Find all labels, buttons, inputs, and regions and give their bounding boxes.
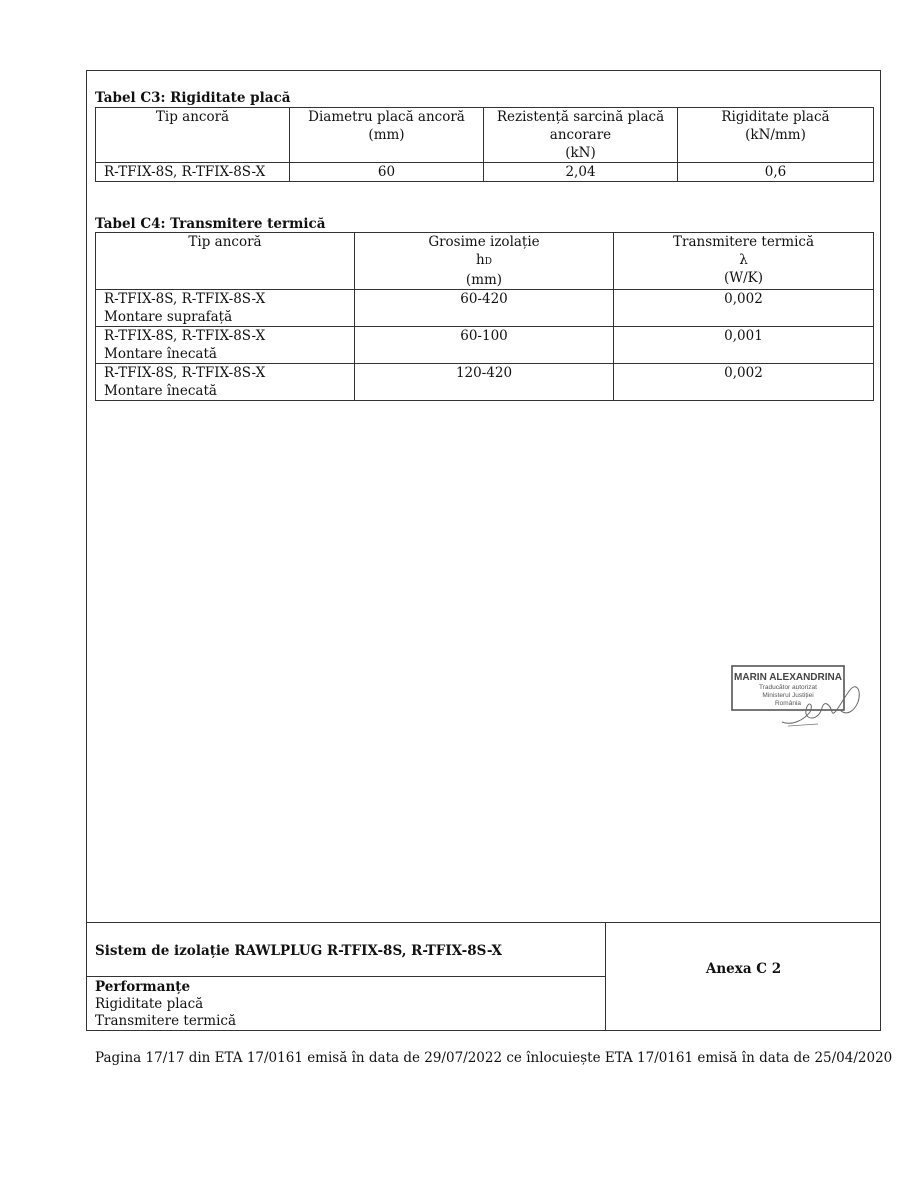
- table-c4-header-transmission: Transmitere termică λ (W/K): [614, 233, 874, 290]
- signature-underline: [788, 724, 818, 726]
- table-c3: [95, 107, 874, 182]
- stamp-line4: România: [774, 700, 802, 707]
- cell-thickness: 120-420: [355, 364, 614, 401]
- table-c4-header-thickness: Grosime izolație hD (mm): [355, 233, 614, 290]
- table-c3-header-type: Tip ancoră: [96, 108, 290, 163]
- footer-divider-horizontal: [86, 976, 606, 977]
- table-c4: [95, 232, 874, 401]
- page-frame: [86, 70, 881, 1031]
- cell-thickness: 60-420: [355, 290, 614, 327]
- performance-heading: Performanțe: [95, 979, 191, 995]
- table-c4-caption: Tabel C4: Transmitere termică: [95, 216, 326, 232]
- stamp-line2: Traducător autorizat: [759, 684, 817, 691]
- table-c4-header-row: [96, 233, 874, 290]
- cell-diameter: 60: [290, 163, 484, 182]
- stamp-name: MARIN ALEXANDRINA: [734, 672, 842, 683]
- table-row: [96, 290, 874, 327]
- table-row: [96, 163, 874, 182]
- performance-item: Rigiditate placă: [95, 996, 204, 1012]
- system-title: Sistem de izolație RAWLPLUG R-TFIX-8S, R-TFIX-8S-X: [95, 943, 502, 959]
- cell-anchor: R-TFIX-8S, R-TFIX-8S-X Montare înecată: [96, 364, 355, 401]
- cell-lambda: 0,002: [614, 364, 874, 401]
- performance-section: [95, 979, 236, 1030]
- annex-label: Anexa C 2: [705, 961, 782, 977]
- cell-anchor: R-TFIX-8S, R-TFIX-8S-X Montare înecată: [96, 327, 355, 364]
- page-note: Pagina 17/17 din ETA 17/0161 emisă în data de 29/07/2022 ce înlocuiește ETA 17/0161 emisă în data de 25/04/2020: [95, 1050, 893, 1066]
- table-row: [96, 364, 874, 401]
- table-c3-header-resistance: Rezistență sarcină placă ancorare (kN): [484, 108, 678, 163]
- cell-thickness: 60-100: [355, 327, 614, 364]
- cell-lambda: 0,001: [614, 327, 874, 364]
- cell-anchor: R-TFIX-8S, R-TFIX-8S-X: [96, 163, 290, 182]
- cell-lambda: 0,002: [614, 290, 874, 327]
- table-c3-header-stiffness: Rigiditate placă (kN/mm): [678, 108, 874, 163]
- cell-anchor: R-TFIX-8S, R-TFIX-8S-X Montare suprafață: [96, 290, 355, 327]
- cell-resistance: 2,04: [484, 163, 678, 182]
- table-c3-header-row: [96, 108, 874, 163]
- cell-stiffness: 0,6: [678, 163, 874, 182]
- stamp-line3: Ministerul Justiției: [762, 692, 814, 699]
- table-c4-header-type: Tip ancoră: [96, 233, 355, 290]
- table-row: [96, 327, 874, 364]
- translator-stamp: [722, 660, 872, 732]
- table-c3-header-diameter: Diametru placă ancoră (mm): [290, 108, 484, 163]
- table-c3-caption: Tabel C3: Rigiditate placă: [95, 90, 291, 106]
- performance-item: Transmitere termică: [95, 1013, 236, 1029]
